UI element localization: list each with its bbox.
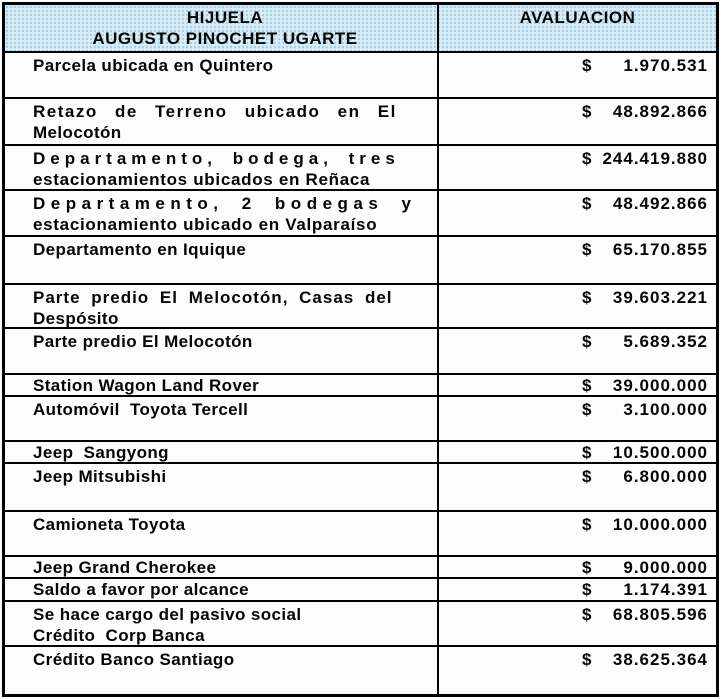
hijuela-text: Station Wagon Land Rover [33,376,260,395]
hijuela-text: Parte predio El Melocotón [33,332,253,351]
hijuela-text: estacionamientos ubicados en Reñaca [33,170,371,189]
currency-symbol: $ [582,102,593,121]
amount-value: 48.492.866 [612,194,708,213]
currency-symbol: $ [582,288,593,307]
currency-symbol: $ [582,400,593,419]
avaluacion-cell [437,53,716,97]
table-row [5,600,716,645]
amount-value: 65.170.855 [612,240,708,259]
table-row [5,235,716,283]
hijuela-cell [5,375,437,395]
table-row [5,555,716,577]
hijuela-text: estacionamiento ubicado en Valparaíso [33,215,378,234]
hijuela-cell [5,397,437,440]
table-row [5,462,716,510]
amount [582,514,708,535]
hijuela-text: Automóvil Toyota Tercell [33,400,249,419]
avaluacion-cell [437,397,716,440]
avaluacion-cell [437,329,716,373]
amount-value: 38.625.364 [612,650,708,669]
hijuela-cell [5,442,437,462]
currency-symbol: $ [582,240,593,259]
amount [582,101,708,122]
amount [582,239,708,260]
hijuela-text: Departamento, 2 bodegas y [33,194,417,213]
table-row [5,510,716,555]
currency-symbol: $ [582,605,593,624]
avaluacion-cell [437,579,716,600]
amount [582,604,708,625]
hijuela-cell [5,191,437,235]
currency-symbol: $ [582,194,593,213]
hijuela-cell [5,464,437,510]
currency-symbol: $ [582,580,593,599]
avaluacion-cell [437,99,716,144]
table-row [5,51,716,97]
table-header-row [5,5,716,51]
hijuela-text: Saldo a favor por alcance [33,580,249,599]
currency-symbol: $ [582,443,593,462]
table-row [5,645,716,694]
avaluacion-cell [437,237,716,283]
hijuela-text: Jeep Mitsubishi [33,467,167,486]
hijuela-text: Despósito [33,309,119,328]
amount-value: 6.800.000 [623,467,708,486]
amount-value: 10.500.000 [612,443,708,462]
currency-symbol: $ [582,558,593,577]
amount [582,579,708,600]
hijuela-text: Crédito Banco Santiago [33,650,235,669]
amount [582,399,708,420]
currency-symbol: $ [582,515,593,534]
currency-symbol: $ [582,650,593,669]
amount-value: 244.419.880 [602,149,708,168]
amount-value: 39.000.000 [612,376,708,395]
hijuela-cell [5,99,437,144]
hijuela-text: Departamento en Iquique [33,240,247,259]
avaluacion-cell [437,464,716,510]
table-row [5,373,716,395]
hijuela-text: Retazo de Terreno ubicado en El [33,102,397,121]
hijuela-text: Parcela ubicada en Quintero [33,56,274,75]
hijuela-text: Parte predio El Melocotón, Casas del [33,288,393,307]
table-row [5,327,716,373]
amount-value: 5.689.352 [623,332,708,351]
hijuela-cell [5,146,437,189]
hijuela-cell [5,329,437,373]
avaluacion-cell [437,146,716,189]
currency-symbol: $ [582,332,593,351]
hijuela-cell [5,647,437,694]
table-row [5,440,716,462]
amount-value: 39.603.221 [612,288,708,307]
currency-symbol: $ [582,149,593,168]
header-title-line1: HIJUELA [186,8,264,27]
hijuela-cell [5,237,437,283]
amount-value: 48.892.866 [612,102,708,121]
amount [582,193,708,214]
hijuela-avaluacion-table [2,2,719,697]
hijuela-cell [5,53,437,97]
avaluacion-cell [437,602,716,645]
hijuela-text: Melocotón [33,123,122,142]
avaluacion-cell [437,285,716,327]
avaluacion-cell [437,512,716,555]
currency-symbol: $ [582,56,593,75]
table-row [5,97,716,144]
hijuela-cell [5,512,437,555]
hijuela-cell [5,602,437,645]
amount [582,331,708,352]
table-row [5,144,716,189]
hijuela-text: Jeep Sangyong [33,443,169,462]
hijuela-cell [5,285,437,327]
currency-symbol: $ [582,467,593,486]
hijuela-text: Se hace cargo del pasivo social [33,605,302,624]
table-row [5,283,716,327]
avaluacion-cell [437,647,716,694]
table-row [5,395,716,440]
amount-value: 10.000.000 [612,515,708,534]
avaluacion-cell [437,442,716,462]
amount [582,649,708,670]
amount [582,375,708,396]
amount [582,557,708,578]
hijuela-cell [5,557,437,577]
amount [582,148,708,169]
avaluacion-cell [437,375,716,395]
amount [582,287,708,308]
amount [582,55,708,76]
avaluacion-cell [437,191,716,235]
header-title-line2: AUGUSTO PINOCHET UGARTE [92,29,358,48]
amount-value: 68.805.596 [612,605,708,624]
amount-value: 1.970.531 [623,56,708,75]
hijuela-text: Crédito Corp Banca [33,626,205,645]
amount-value: 1.174.391 [623,580,708,599]
hijuela-text: Jeep Grand Cherokee [33,558,217,577]
table-row [5,577,716,600]
avaluacion-cell [437,557,716,577]
amount-value: 3.100.000 [623,400,708,419]
header-avaluacion-cell [437,5,716,51]
hijuela-text: Camioneta Toyota [33,515,186,534]
table-row [5,189,716,235]
amount [582,466,708,487]
hijuela-cell [5,579,437,600]
hijuela-text: Departamento, bodega, tres [33,149,400,168]
header-hijuela-cell [5,5,437,51]
header-col2-label: AVALUACION [519,8,636,27]
amount [582,442,708,463]
amount-value: 9.000.000 [623,558,708,577]
currency-symbol: $ [582,376,593,395]
